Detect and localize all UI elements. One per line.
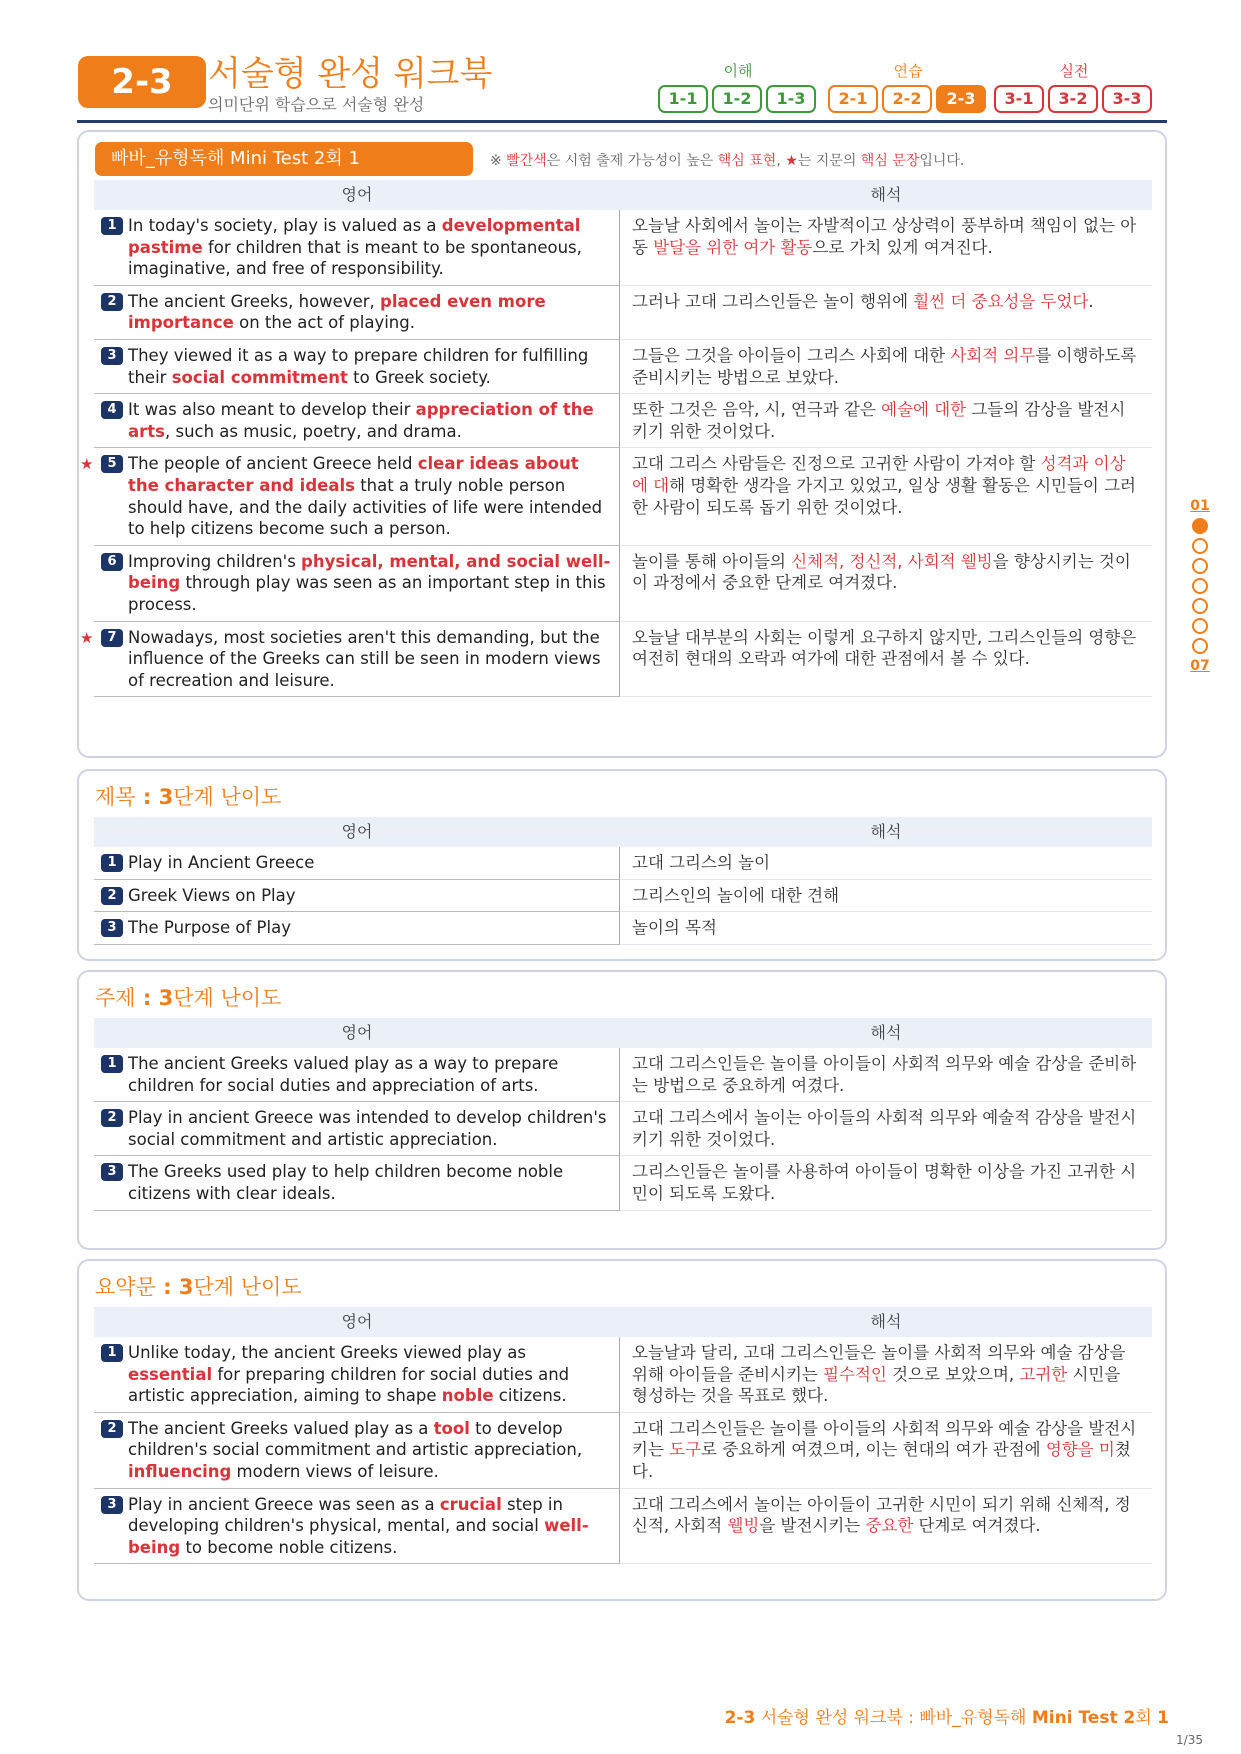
note-key-expression: 핵심 표현: [717, 153, 777, 169]
table-row: [94, 1156, 1152, 1210]
table-row: [94, 546, 1152, 622]
sentence-number: 6: [101, 553, 123, 571]
text-segment: on the act of playing.: [233, 313, 415, 333]
col-english: 영어: [341, 1312, 373, 1331]
section-sep: :: [135, 785, 159, 809]
text-segment: for children that is meant to be spontaneous, imaginative, and free of responsibility.: [128, 237, 582, 279]
key-expression: 성격과 이상에 대: [632, 454, 1126, 495]
theme-panel: [77, 970, 1167, 1250]
text-segment: to develop children's social commitment and artistic appreciation,: [128, 1418, 583, 1460]
text-segment: 그들의 감상을 발전시키기 위한 것이었다.: [632, 400, 1126, 441]
text-segment: 오늘날 사회에서 놀이는 자발적이고 상상력이 풍부하며 책임이 없는 아동: [632, 216, 1137, 257]
col-english: 영어: [341, 822, 373, 841]
sentence-number: 2: [101, 293, 123, 311]
english-cell: [94, 1413, 620, 1489]
sentence-number: 4: [101, 401, 123, 419]
text-segment: to become noble citizens.: [180, 1537, 398, 1557]
sentence-number: 3: [101, 919, 123, 937]
key-expression: well-being: [128, 1516, 589, 1557]
level-tab-3-1[interactable]: 3-1: [994, 85, 1044, 113]
note-red-word: 빨간색: [506, 153, 547, 169]
passage-tag-text: 빠바_유형독해 Mini Test 2회 1: [111, 148, 360, 169]
title-table: [94, 817, 1152, 945]
korean-cell: [620, 1048, 1152, 1102]
text-segment: 고대 그리스인들은 놀이를 아이들이 사회적 의무와 예술 감상을 준비하는 방법으로 중요하게 여겼다.: [632, 1054, 1137, 1095]
key-expression: influencing: [128, 1461, 232, 1481]
sentence-number: 5: [101, 455, 123, 473]
table-row: [94, 847, 1152, 880]
text-segment: 고대 그리스 사람들은 진정으로 고귀한 사람이 가져야 할: [632, 454, 1041, 474]
text-segment: It was also meant to develop their: [128, 400, 416, 420]
sentence-number: 3: [101, 347, 123, 365]
korean-cell: [620, 546, 1152, 622]
table-row: [94, 340, 1152, 394]
table-row: [94, 880, 1152, 913]
table-row: [94, 912, 1152, 945]
passage-panel: [77, 130, 1167, 758]
text-segment: 것으로 보았으며,: [886, 1364, 1020, 1384]
level-tab-1-2[interactable]: 1-2: [712, 85, 762, 113]
korean-cell: [620, 210, 1152, 286]
section-sep: :: [135, 986, 159, 1010]
page-dot[interactable]: [1192, 518, 1208, 534]
page-dot[interactable]: [1192, 638, 1208, 654]
table-header: [94, 1018, 1152, 1048]
col-korean: 해석: [870, 185, 902, 204]
text-segment: 오늘날과 달리, 고대 그리스인들은 놀이를 사회적 의무와 예술 감상을 위해 아이들을 준비시키는: [632, 1343, 1126, 1384]
english-cell: [94, 880, 620, 913]
page-dot[interactable]: [1192, 618, 1208, 634]
korean-cell: [620, 880, 1152, 913]
level-tab-2-2[interactable]: 2-2: [882, 85, 932, 113]
page-number: 1/35: [1176, 1733, 1203, 1747]
english-cell: [80, 622, 620, 698]
table-header: [94, 1307, 1152, 1337]
sentence-number: 1: [101, 217, 123, 235]
table-row: [94, 1337, 1152, 1413]
key-expression: physical, mental, and social well-being: [128, 551, 611, 593]
text-segment: to Greek society.: [347, 367, 491, 387]
key-expression: 도구: [669, 1440, 702, 1460]
text-segment: Play in ancient Greece was seen as a: [128, 1494, 440, 1514]
sentence-number: 1: [101, 1344, 123, 1362]
korean-cell: [620, 1413, 1152, 1489]
key-expression: 영향을 미: [1045, 1440, 1115, 1460]
sentence-number: 3: [101, 1496, 123, 1514]
korean-cell: [620, 1156, 1152, 1210]
note-prefix: ※: [490, 153, 507, 169]
level-tab-2-1[interactable]: 2-1: [828, 85, 878, 113]
note-text-2: ,: [776, 153, 786, 169]
section-label: 주제: [95, 986, 136, 1010]
theme-table: [94, 1018, 1152, 1211]
english-cell: [94, 1337, 620, 1413]
section-level-suffix: 단계 난이도: [193, 1275, 302, 1299]
text-segment: 또한 그것은 음악, 시, 연극과 같은: [632, 400, 882, 420]
table-row: [94, 1048, 1152, 1102]
footer-book: 서술형 완성 워크북 : 빠바_유형독해: [755, 1708, 1032, 1728]
english-cell: [94, 1048, 620, 1102]
col-korean: 해석: [870, 822, 902, 841]
key-expression: 필수적인: [823, 1364, 887, 1384]
text-segment: 그리스인의 놀이에 대한 견해: [632, 885, 840, 905]
text-segment: 고대 그리스에서 놀이는 아이들이 고귀한 시민이 되기 위해 신체적, 정신적, 사회적: [632, 1494, 1131, 1536]
table-header: [94, 180, 1152, 210]
key-expression: 훨씬 더 중요성을 두었다: [913, 291, 1089, 311]
table-row: [94, 286, 1152, 340]
text-segment: 으로 가치 있게 여겨진다.: [812, 237, 993, 257]
key-expression: tool: [433, 1418, 470, 1438]
theme-rows: [94, 1048, 1152, 1211]
page-title: 서술형 완성 워크북: [208, 54, 493, 94]
key-expression: crucial: [439, 1494, 502, 1514]
side-first-page[interactable]: 01: [1190, 498, 1210, 514]
level-tab-3-3[interactable]: 3-3: [1102, 85, 1152, 113]
table-row: [94, 1489, 1152, 1565]
text-segment: 로 중요하게 여겼으며, 이는 현대의 여가 관점에: [701, 1440, 1046, 1460]
page-dot[interactable]: [1192, 538, 1208, 554]
footer-num: 1: [1157, 1708, 1169, 1728]
star-icon: ★: [785, 153, 798, 169]
text-segment: step in developing children's physical, mental, and social: [128, 1494, 563, 1536]
text-segment: 그러나 고대 그리스인들은 놀이 행위에: [632, 291, 914, 311]
text-segment: The people of ancient Greece held: [128, 454, 418, 474]
english-cell: [80, 448, 620, 545]
section-title: [95, 781, 281, 811]
text-segment: In today's society, play is valued as a: [128, 216, 442, 235]
footer-hoe: 회: [1135, 1708, 1158, 1728]
text-segment: 쳤다.: [632, 1440, 1131, 1481]
korean-cell: [620, 912, 1152, 945]
korean-cell: [620, 622, 1152, 698]
note-text-1: 은 시험 출제 가능성이 높은: [546, 153, 718, 169]
text-segment: The ancient Greeks, however,: [128, 291, 381, 311]
english-cell: [94, 1156, 620, 1210]
section-level-suffix: 단계 난이도: [173, 785, 282, 809]
text-segment: .: [1088, 291, 1094, 311]
level-tab-2-3[interactable]: 2-3: [936, 85, 986, 113]
text-segment: They viewed it as a way to prepare children for fulfilling their: [128, 345, 589, 387]
english-cell: [94, 912, 620, 945]
text-segment: citizens.: [493, 1386, 567, 1406]
summary-panel: [77, 1259, 1167, 1601]
section-level-suffix: 단계 난이도: [173, 986, 282, 1010]
text-segment: 그리스인들은 놀이를 사용하여 아이들이 명확한 이상을 가진 고귀한 시민이 되도록 도왔다.: [632, 1162, 1137, 1203]
key-expression: clear ideas about the character and ideals: [128, 454, 579, 495]
text-segment: 놀이의 목적: [632, 918, 717, 938]
table-row: [80, 448, 1152, 545]
section-level: 3: [158, 785, 174, 809]
english-cell: [94, 847, 620, 880]
text-segment: 해 명확한 생각을 가지고 있었고, 일상 생활 활동은 시민들이 그러한 사람이 되도록 돕기 위한 것이었다.: [632, 475, 1136, 517]
col-english: 영어: [341, 185, 373, 204]
sentence-number: 2: [101, 1109, 123, 1127]
english-cell: [94, 340, 620, 394]
star-icon: ★: [80, 628, 94, 647]
key-expression: essential: [128, 1364, 213, 1384]
text-segment: 놀이를 통해 아이들의: [632, 551, 792, 571]
section-label: 요약문: [95, 1275, 156, 1299]
section-level: 3: [158, 986, 174, 1010]
text-segment: that a truly noble person should have, and the daily activities of life were intended to help citizens become such a person.: [128, 475, 603, 539]
text-segment: The Purpose of Play: [128, 918, 291, 938]
text-segment: 고대 그리스에서 놀이는 아이들의 사회적 의무와 예술적 감상을 발전시키기 위한 것이었다.: [632, 1108, 1137, 1149]
passage-rows: [80, 210, 1152, 697]
sentence-number: 2: [101, 1420, 123, 1438]
english-cell: [94, 1489, 620, 1565]
note-key-sentence: 핵심 문장: [860, 153, 920, 169]
text-segment: , such as music, poetry, and drama.: [164, 421, 462, 441]
text-segment: Unlike today, the ancient Greeks viewed play as: [128, 1343, 526, 1362]
legend-note: [490, 150, 964, 170]
header-divider: [77, 120, 1167, 123]
key-expression: 발달을 위한 여가 활동: [653, 237, 813, 257]
summary-rows: [94, 1337, 1152, 1564]
side-last-page[interactable]: 07: [1190, 658, 1210, 674]
table-row: [94, 1413, 1152, 1489]
text-segment: Play in ancient Greece was intended to develop children's social commitment and artistic appreciation.: [128, 1108, 607, 1149]
key-expression: 예술에 대한: [881, 400, 967, 420]
level-group-label: 이해: [723, 62, 753, 80]
text-segment: Greek Views on Play: [128, 885, 296, 905]
text-segment: for preparing children for social duties and artistic appreciation, aiming to shape: [128, 1364, 570, 1406]
side-dots: [1187, 518, 1213, 654]
text-segment: 시민을 형성하는 것을 목표로 했다.: [632, 1364, 1121, 1406]
section-title: [95, 1271, 302, 1301]
footer-test: Mini Test 2: [1031, 1708, 1136, 1728]
english-cell: [94, 394, 620, 448]
text-segment: The ancient Greeks valued play as a: [128, 1418, 434, 1438]
text-segment: 를 이행하도록 준비시키는 방법으로 보았다.: [632, 345, 1137, 387]
korean-cell: [620, 847, 1152, 880]
key-expression: 중요한: [865, 1516, 914, 1536]
korean-cell: [620, 1102, 1152, 1156]
lesson-badge: 2-3: [78, 56, 206, 108]
page-subtitle: 의미단위 학습으로 서술형 완성: [208, 95, 425, 114]
level-group-label: 실전: [1059, 62, 1089, 80]
table-row: [94, 210, 1152, 286]
korean-cell: [620, 1337, 1152, 1413]
table-header: [94, 817, 1152, 847]
section-title: [95, 982, 281, 1012]
text-segment: 오늘날 대부분의 사회는 이렇게 요구하지 않지만, 그리스인들의 영향은 여전히 현대의 오락과 여가에 대한 관점에서 볼 수 있다.: [632, 627, 1137, 669]
korean-cell: [620, 394, 1152, 448]
level-tab-1-3[interactable]: 1-3: [766, 85, 816, 113]
col-korean: 해석: [870, 1023, 902, 1042]
level-group-label: 연습: [893, 62, 923, 80]
passage-tag: [95, 142, 473, 176]
footer-code: 2-3: [724, 1708, 756, 1728]
korean-cell: [620, 1489, 1152, 1565]
sentence-number: 7: [101, 629, 123, 647]
text-segment: 단계로 여겨졌다.: [913, 1516, 1041, 1536]
title-rows: [94, 847, 1152, 945]
text-segment: 을 향상시키는 것이 이 과정에서 중요한 단계로 여겨졌다.: [632, 551, 1131, 593]
text-segment: The ancient Greeks valued play as a way to prepare children for social duties and appreciation of arts.: [128, 1054, 559, 1095]
sentence-number: 2: [101, 887, 123, 905]
english-cell: [94, 1102, 620, 1156]
sentence-number: 3: [101, 1163, 123, 1181]
summary-table: [94, 1307, 1152, 1564]
note-text-3: 는 지문의: [797, 153, 861, 169]
star-icon: ★: [80, 455, 94, 474]
key-expression: social commitment: [171, 367, 348, 387]
side-pager: [1187, 498, 1213, 674]
level-tab-1-1[interactable]: 1-1: [658, 85, 708, 113]
col-korean: 해석: [870, 1312, 902, 1331]
key-expression: placed even more importance: [128, 291, 546, 333]
key-expression: appreciation of the arts: [128, 400, 594, 441]
table-row: [94, 394, 1152, 448]
col-english: 영어: [341, 1023, 373, 1042]
section-level: 3: [178, 1275, 194, 1299]
english-cell: [94, 286, 620, 340]
text-segment: Play in Ancient Greece: [128, 853, 315, 872]
table-row: [94, 1102, 1152, 1156]
key-expression: 웰빙: [727, 1516, 760, 1536]
table-row: [80, 622, 1152, 698]
key-expression: 사회적 의무: [950, 345, 1036, 365]
sentence-number: 1: [101, 854, 123, 872]
text-segment: Improving children's: [128, 551, 302, 571]
text-segment: The Greeks used play to help children become noble citizens with clear ideals.: [128, 1162, 564, 1203]
passage-table: [80, 180, 1152, 697]
key-expression: noble: [441, 1386, 494, 1406]
key-expression: 신체적, 정신적, 사회적 웰빙: [791, 551, 993, 571]
section-sep: :: [155, 1275, 179, 1299]
korean-cell: [620, 448, 1152, 545]
text-segment: 을 발전시키는: [759, 1516, 866, 1536]
korean-cell: [620, 340, 1152, 394]
key-expression: developmental pastime: [128, 216, 581, 257]
text-segment: 고대 그리스의 놀이: [632, 853, 771, 872]
key-expression: 고귀한: [1019, 1364, 1068, 1384]
english-cell: [94, 210, 620, 286]
page-dot[interactable]: [1192, 578, 1208, 594]
korean-cell: [620, 286, 1152, 340]
text-segment: through play was seen as an important step in this process.: [128, 573, 606, 614]
section-label: 제목: [95, 785, 136, 809]
page-dot[interactable]: [1192, 598, 1208, 614]
english-cell: [94, 546, 620, 622]
footer: [725, 1703, 1169, 1728]
text-segment: 그들은 그것을 아이들이 그리스 사회에 대한: [632, 345, 951, 365]
page-dot[interactable]: [1192, 558, 1208, 574]
text-segment: Nowadays, most societies aren't this demanding, but the influence of the Greeks can still be seen in modern views of recreation and leisure.: [128, 627, 601, 690]
sentence-number: 1: [101, 1055, 123, 1073]
text-segment: 고대 그리스인들은 놀이를 아이들의 사회적 의무와 예술 감상을 발전시키는: [632, 1418, 1137, 1460]
title-panel: [77, 769, 1167, 961]
text-segment: modern views of leisure.: [231, 1461, 439, 1481]
note-suffix: 입니다.: [919, 153, 965, 169]
level-tab-3-2[interactable]: 3-2: [1048, 85, 1098, 113]
